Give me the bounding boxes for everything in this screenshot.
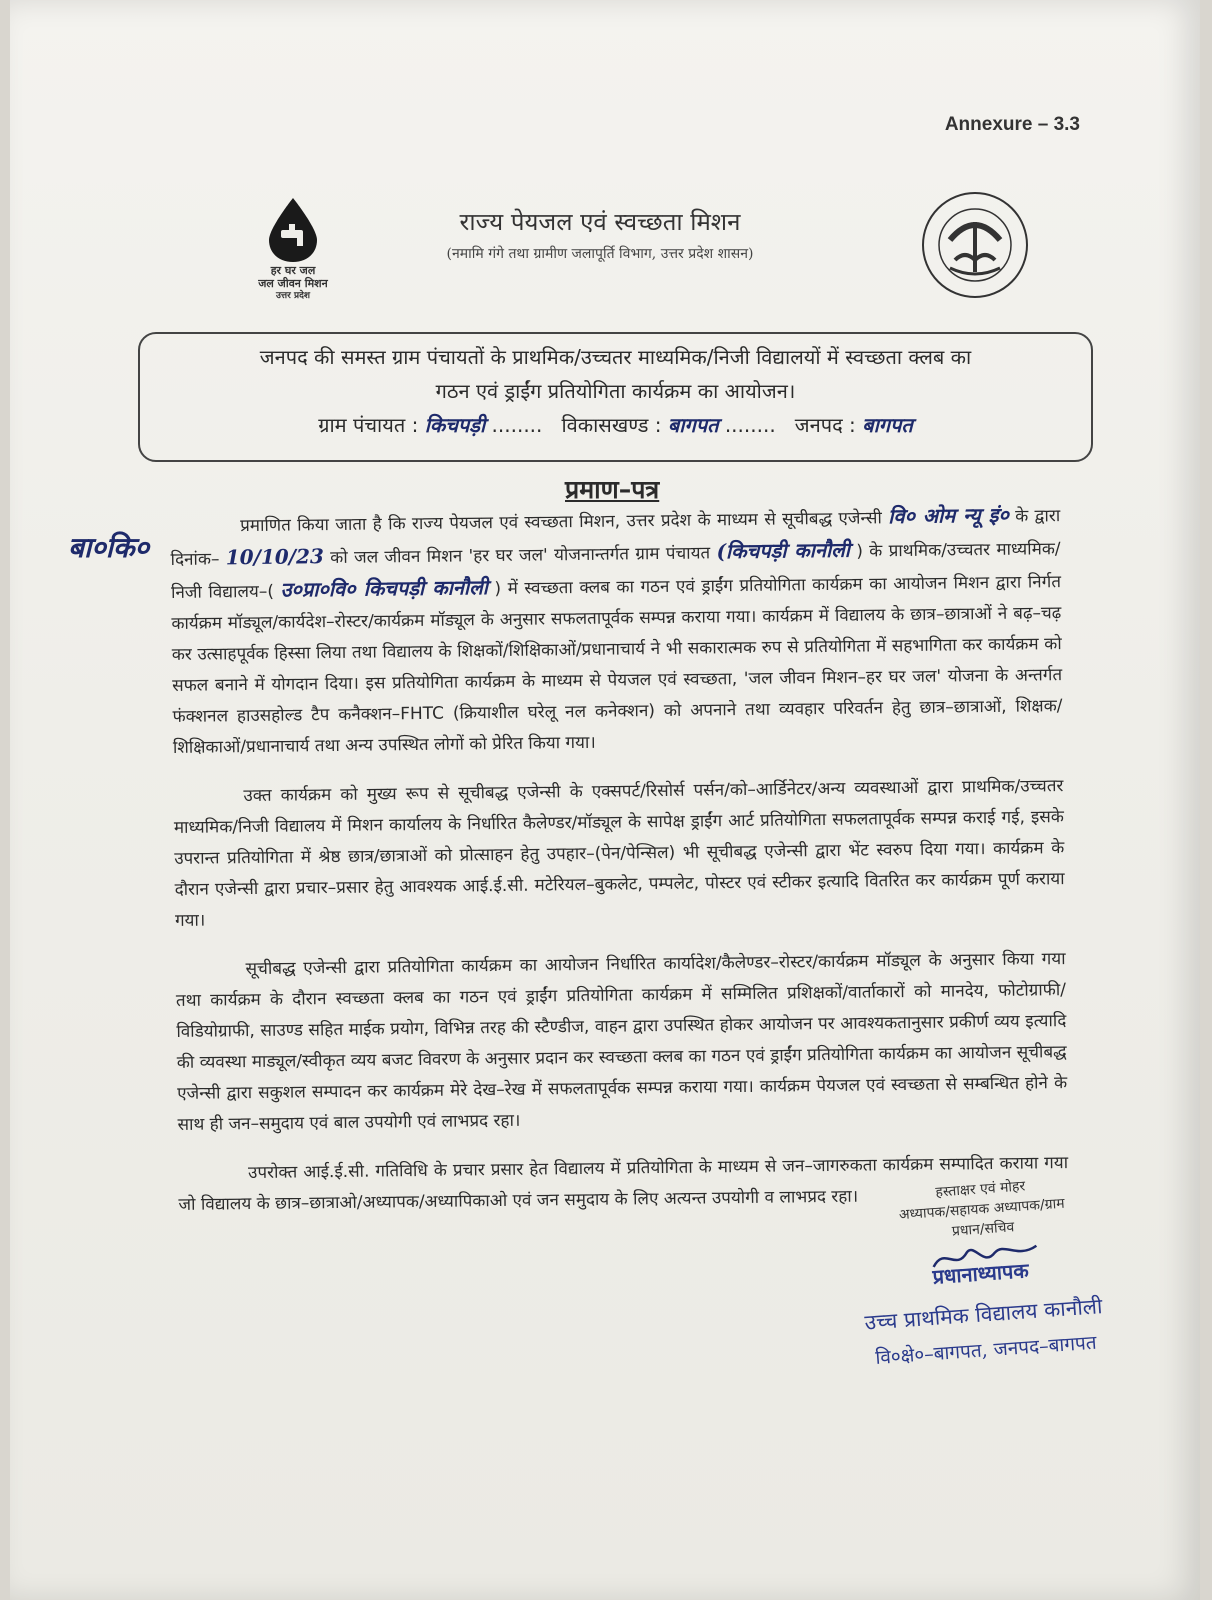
stamp-line1: प्रधानाध्यापक: [931, 1258, 1030, 1289]
block-value: बागपत: [667, 413, 719, 437]
document-page: [10, 0, 1200, 1600]
frame-line2: गठन एवं ड्राईंग प्रतियोगिता कार्यक्रम का आयोजन।: [435, 379, 796, 403]
signature-label-1: हस्ताक्षर एवं मोहर: [934, 1178, 1026, 1201]
header: [340, 205, 860, 263]
certificate-title: प्रमाण–पत्र: [565, 475, 660, 504]
para1-text-3: को जल जीवन मिशन 'हर घर जल' योजनान्तर्गत ग्राम पंचायत: [330, 543, 711, 569]
up-government-seal-icon: [920, 190, 1030, 300]
para1-text-5: ) में स्वच्छता क्लब का गठन एवं ड्राईंग प्रतियोगिता कार्यक्रम का आयोजन मिशन द्वारा निर्गत कार्यक्रम मॉड्यूल/कार्यदेश–रोस्टर/कार्यक्रम मॉड्यूल के अनुसार सफलतापूर्वक सम्पन्न कराया गया। कार्यक्रम में विद्यालय के छात्र–छात्राओं ने बढ़–चढ़ कर उत्साहपूर्वक हिस्सा लिया तथा विद्यालय के शिक्षकों/शिक्षिकाओं/प्रधानाचार्य ने भी सकारात्मक रुप से प्रतियोगिता में सहभागिता कर कार्यक्रम को सफल बनाने में योगदान दिया। इस प्रतियोगिता कार्यक्रम के माध्यम से पेयजल एवं स्वच्छता, 'जल जीवन मिशन–हर घर जल' योजना के अन्तर्गत फंक्शनल हाउसहोल्ड टैप कनैक्शन–FHTC (क्रियाशील घरेलू नल कनेक्शन) को अपनाने तथा व्यवहार परिवर्तन हेतु छात्र–छात्राओं, शिक्षक/शिक्षिकाओं/प्रधानाचार्य तथा अन्य उपस्थित लोगों को प्रेरित किया गया।: [171, 572, 1063, 758]
signature-label-2: अध्यापक/सहायक अध्यापक/ग्राम: [898, 1195, 1066, 1224]
para1-text-1: प्रमाणित किया जाता है कि राज्य पेयजल एवं स्वच्छता मिशन, उत्तर प्रदेश के माध्यम से सूचीबद्ध एजेन्सी: [240, 508, 882, 537]
para1-panchayat-handwritten: (किचपड़ी कानौली: [716, 537, 851, 564]
paragraph-3: सूचीबद्ध एजेन्सी द्वारा प्रतियोगिता कार्यक्रम का आयोजन निर्धारित कार्यादेश/कैलेण्डर–रोस्टर/कार्यक्रम मॉड्यूल के अनुसार किया गया तथा कार्यक्रम के दौरान स्वच्छता क्लब का गठन एवं ड्राईंग प्रतियोगिता कार्यक्रम में सम्मिलित प्रशिक्षकों/वार्ताकारों को मानदेय, फोटोग्राफी/विडियोग्राफी, साउण्ड सहित माईक प्रयोग, विभिन्न तरह की स्टैण्डीज, वाहन द्वारा उपस्थित होकर आयोजन पर आवश्यकतानुसार प्रकीर्ण व्यय इत्यादि की व्यवस्था माड्यूल/स्वीकृत व्यय बजट विवरण के अनुसार प्रदान कर स्वच्छता क्लब का गठन एवं ड्राईंग प्रतियोगिता कार्यक्रम का आयोजन सूचीबद्ध एजेन्सी द्वारा सकुशल सम्पादन कर कार्यक्रम मेरे देख–रेख में सफलतापूर्वक सम्पन्न कराया गया। कार्यक्रम पेयजल एवं स्वच्छता से सम्बन्धित होने के साथ ही जन–समुदाय एवं बाल उपयोगी एवं लाभप्रद रहा।: [175, 949, 1068, 1135]
header-title: राज्य पेयजल एवं स्वच्छता मिशन: [459, 208, 741, 236]
stamp-line2: उच्च प्राथमिक विद्यालय कानौली: [863, 1294, 1104, 1335]
district-value: बागपत: [862, 413, 913, 437]
water-drop-tap-icon: [263, 196, 323, 264]
header-subtitle: (नमामि गंगे तथा ग्रामीण जलापूर्ति विभाग, उत्तर प्रदेश शासन): [446, 246, 754, 262]
block-label: विकासखण्ड :: [561, 413, 662, 437]
certificate-body: [170, 499, 1069, 1239]
para1-agency-handwritten: वि० ओम न्यू इं०: [888, 502, 1009, 529]
paragraph-2: उक्त कार्यक्रम को मुख्य रूप से सूचीबद्ध एजेन्सी के एक्सपर्ट/रिसोर्स पर्सन/को–आर्डिनेटर/अन्य व्यवस्थाओं द्वारा प्राथमिक/उच्चतर माध्यमिक/निजी विद्यालय में मिशन कार्यालय के निर्धारित कैलेण्डर/मॉड्यूल के सापेक्ष ड्राईंग आर्ट प्रतियोगिता सफलतापूर्वक सम्पन्न कराई गई, इसके उपरान्त प्रतियोगिता में श्रेष्ठ छात्र/छात्राओं को प्रोत्साहन हेतु उपहार–(पेन/पेन्सिल) भी सूचीबद्ध एजेन्सी द्वारा भेंट स्वरुप दिया गया। कार्यक्रम के दौरान एजेन्सी द्वारा प्रचार–प्रसार हेतु आवश्यक आई.ई.सी. मटेरियल–बुकलेट, पम्पलेट, पोस्टर एवं स्टीकर इत्यादि वितरित कर कार्यक्रम पूर्ण कराया गया।: [173, 776, 1065, 931]
logo-line2: जल जीवन मिशन: [258, 277, 328, 290]
para1-text-2: के द्वारा दिनांक–: [170, 506, 1061, 570]
gram-panchayat-label: ग्राम पंचायत :: [318, 413, 419, 437]
paragraph-4: उपरोक्त आई.ई.सी. गतिविधि के प्रचार प्रसार हेत विद्यालय में प्रतियोगिता के माध्यम से जन–जागरुकता कार्यक्रम सम्पादित कराया गया जो विद्यालय के छात्र–छात्राओ/अध्यापक/अध्यापिकाओ एवं जन समुदाय के लिए अत्यन्त उपयोगी व लाभप्रद रहा।: [178, 1153, 1069, 1215]
program-frame: [138, 332, 1093, 462]
headmaster-stamp: [830, 1249, 1136, 1373]
para1-date-handwritten: 10/10/23: [225, 544, 325, 570]
frame-line1: जनपद की समस्त ग्राम पंचायतों के प्राथमिक/उच्चतर माध्यमिक/निजी विद्यालयों में स्वच्छता क्लब का: [259, 345, 972, 369]
paragraph-1: [170, 499, 1063, 764]
annexure-label: Annexure – 3.3: [944, 114, 1080, 135]
frame-fields-row: ग्राम पंचायत : किचपड़ी ........ विकासखण्ड : बागपत ........ जनपद : बागपत: [318, 413, 913, 437]
stamp-line3: वि०क्षे०–बागपत, जनपद–बागपत: [874, 1331, 1098, 1370]
gram-panchayat-value: किचपड़ी: [424, 413, 486, 437]
logo-line1: हर घर जल: [270, 264, 316, 277]
margin-handwritten-note: बा०कि०: [68, 531, 150, 564]
jal-jeevan-mission-logo: [238, 196, 348, 303]
signature-label-3: प्रधान/सचिव: [951, 1219, 1015, 1240]
logo-line3: उत्तर प्रदेश: [276, 291, 310, 301]
district-label: जनपद :: [794, 413, 856, 437]
para1-school-handwritten: उ०प्रा०वि० किचपड़ी कानौली: [280, 575, 489, 602]
para1-text-4: ) के प्राथमिक/उच्चतर माध्यमिक/निजी विद्यालय–(: [170, 539, 1061, 603]
